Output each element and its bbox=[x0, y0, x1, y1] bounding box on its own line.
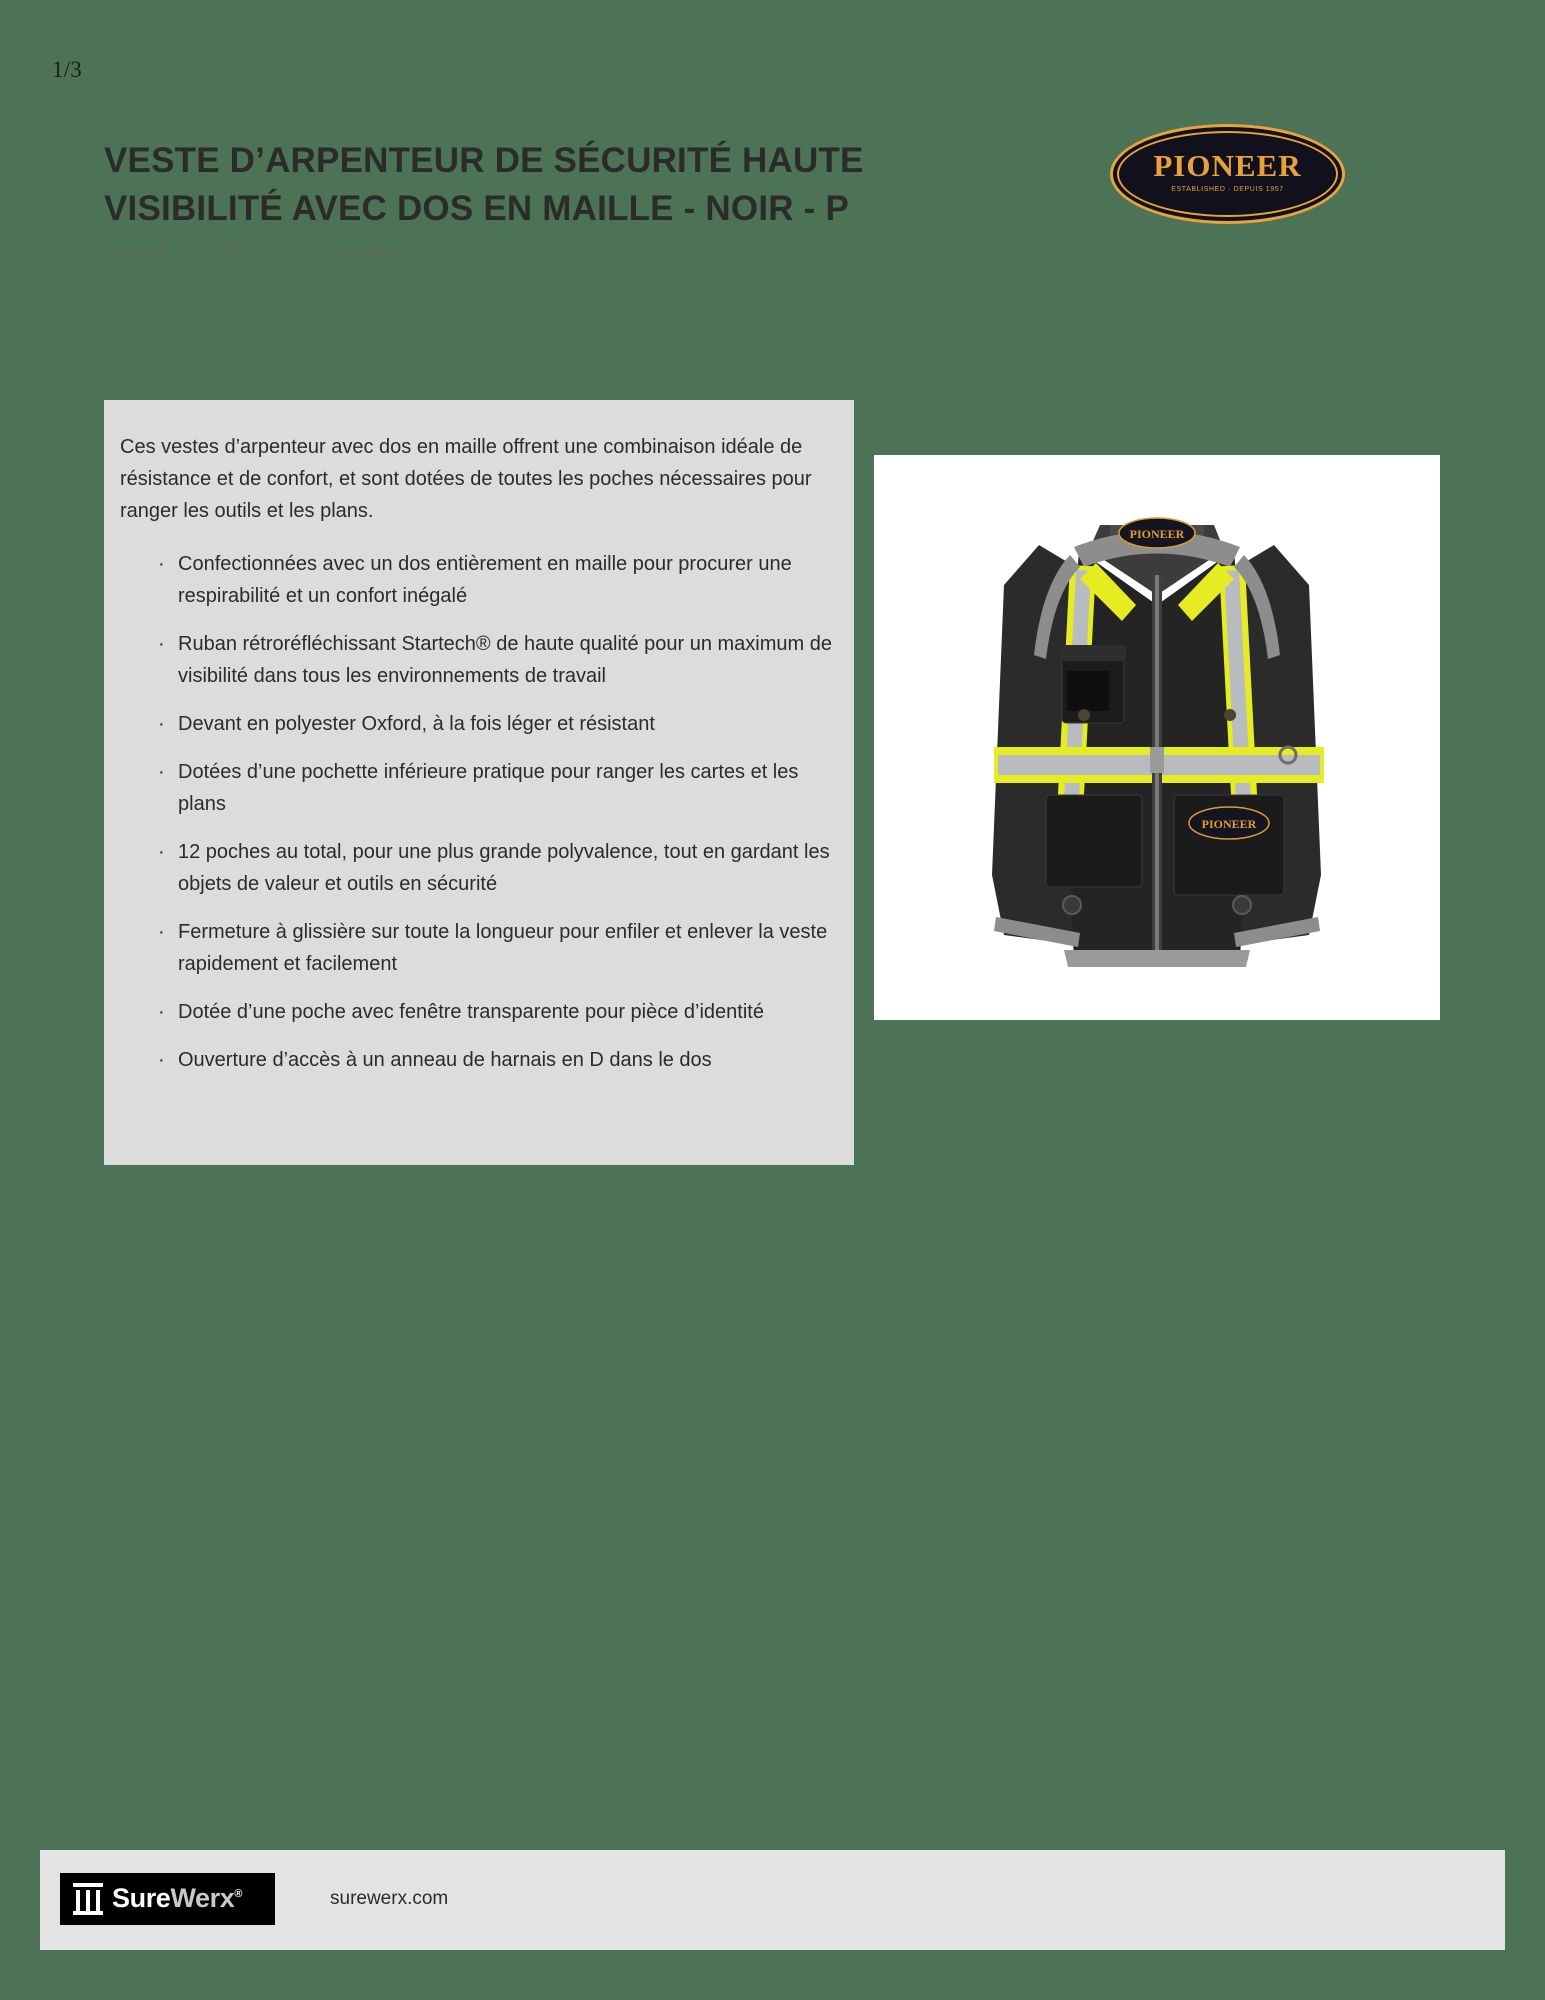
pioneer-logo-wordmark: PIONEER bbox=[1153, 148, 1302, 183]
vest-svg bbox=[874, 455, 1440, 1020]
list-item bbox=[156, 548, 846, 612]
svg-text:PIONEER: PIONEER bbox=[1129, 527, 1185, 541]
list-item-label: Dotée d’une poche avec fenêtre transparente pour pièce d’identité bbox=[178, 1001, 764, 1023]
list-item bbox=[156, 756, 846, 820]
bullet-icon: · bbox=[158, 553, 165, 575]
surewerx-wordmark-registered: ® bbox=[234, 1888, 243, 1900]
intro-paragraph: Ces vestes d’arpenteur avec dos en maille offrent une combinaison idéale de résistance et de confort, et sont dotées de toutes les poches nécessaires pour ranger les outils et les plans. bbox=[120, 436, 812, 522]
list-item bbox=[156, 996, 846, 1028]
description-panel bbox=[104, 400, 854, 1165]
bullet-icon: · bbox=[158, 761, 165, 783]
list-item bbox=[156, 836, 846, 900]
bullet-icon: · bbox=[158, 713, 165, 735]
surewerx-mark-icon bbox=[73, 1883, 103, 1915]
surewerx-wordmark-secondary: Werx bbox=[170, 1883, 235, 1913]
list-item bbox=[156, 628, 846, 692]
list-item-label: Fermeture à glissière sur toute la longueur pour enfiler et enlever la veste rapidement et facilement bbox=[178, 921, 828, 975]
surewerx-wordmark-primary: Sure bbox=[112, 1883, 171, 1913]
list-item-label: Confectionnées avec un dos entièrement en maille pour procurer une respirabilité et un confort inégalé bbox=[178, 553, 792, 607]
bullet-icon: · bbox=[158, 633, 165, 655]
bullet-icon: · bbox=[158, 921, 165, 943]
document-footer bbox=[40, 1850, 1505, 1950]
list-item-label: Ouverture d’accès à un anneau de harnais en D dans le dos bbox=[178, 1049, 712, 1071]
bullet-icon: · bbox=[158, 1001, 165, 1023]
list-item bbox=[156, 916, 846, 980]
surewerx-logo bbox=[60, 1873, 275, 1925]
bullet-icon: · bbox=[158, 1049, 165, 1071]
page-counter: 1/3 bbox=[52, 57, 82, 82]
list-item-label: Devant en polyester Oxford, à la fois léger et résistant bbox=[178, 713, 655, 735]
footer-url[interactable]: surewerx.com bbox=[330, 1888, 449, 1909]
feature-list bbox=[156, 548, 846, 1092]
surewerx-wordmark bbox=[112, 1883, 242, 1914]
safety-vest-illustration bbox=[874, 455, 1440, 1020]
pioneer-logo-established: ESTABLISHED · DEPUIS 1957 bbox=[1171, 186, 1284, 193]
document-header bbox=[104, 137, 984, 265]
page-title: VESTE D’ARPENTEUR DE SÉCURITÉ HAUTE VISIBILITÉ AVEC DOS EN MAILLE - NOIR - P bbox=[104, 141, 864, 228]
list-item-label: Ruban rétroréfléchissant Startech® de haute qualité pour un maximum de visibilité dans tous les environnements de travail bbox=[178, 633, 832, 687]
bullet-icon: · bbox=[158, 841, 165, 863]
list-item bbox=[156, 1044, 846, 1076]
list-item bbox=[156, 708, 846, 740]
list-item-label: Dotées d’une pochette inférieure pratique pour ranger les cartes et les plans bbox=[178, 761, 799, 815]
product-image bbox=[874, 455, 1440, 1020]
list-item-label: 12 poches au total, pour une plus grande polyvalence, tout en gardant les objets de valeur et outils en sécurité bbox=[178, 841, 830, 895]
product-code-subtitle: produit # V1010270-S | modèle # 6671 bbox=[104, 241, 476, 264]
svg-text:PIONEER: PIONEER bbox=[1201, 817, 1257, 831]
pioneer-logo bbox=[1110, 124, 1345, 224]
